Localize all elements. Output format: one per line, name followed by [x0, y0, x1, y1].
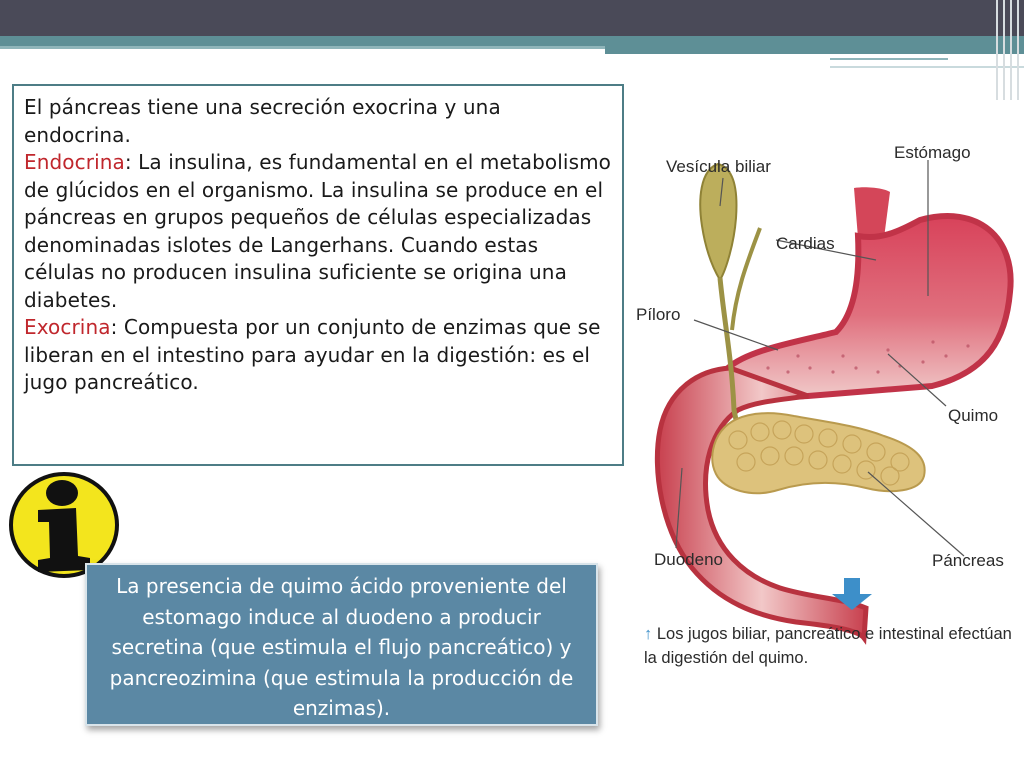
header-accent-line	[830, 58, 948, 60]
corner-line	[1017, 0, 1019, 100]
cystic-duct	[732, 228, 760, 330]
digestive-diagram	[628, 110, 1024, 710]
top-banner	[0, 0, 1024, 36]
exocrine-term: Exocrina	[24, 315, 111, 339]
caption-text: Los jugos biliar, pancreático e intestinal efectúan la digestión del quimo.	[644, 625, 1012, 667]
header-accent-line-2	[830, 66, 1024, 68]
exocrine-text: : Compuesta por un conjunto de enzimas que se liberan en el intestino para ayudar en la digestión: es el jugo pancreático.	[24, 315, 601, 394]
header-stripe-light	[0, 46, 605, 49]
callout-text: La presencia de quimo ácido proveniente del estomago induce al duodeno a producir secretina (que estimula el flujo pancreático) y pancreozimina (que estimula la producción de enzimas).	[109, 574, 574, 720]
caption-arrow: ↑	[644, 625, 653, 643]
endocrine-term: Endocrina	[24, 150, 125, 174]
diagram-caption	[644, 622, 1022, 670]
label-duodenum: Duodeno	[654, 550, 724, 569]
label-gallbladder: Vesícula biliar	[666, 157, 771, 176]
label-stomach: Estómago	[894, 143, 971, 162]
secretin-callout	[85, 563, 598, 726]
corner-line	[1010, 0, 1012, 100]
label-chyme: Quimo	[948, 406, 999, 425]
stomach	[728, 216, 1011, 396]
corner-line	[996, 0, 998, 100]
duodenum	[657, 368, 866, 638]
header-stripe-right	[605, 46, 1024, 54]
label-pylorus: Píloro	[636, 305, 681, 324]
gallbladder	[700, 164, 736, 280]
header-stripe	[0, 36, 1024, 46]
intro-text: El páncreas tiene una secreción exocrina y una endocrina.	[24, 95, 501, 147]
label-cardia: Cardias	[776, 234, 835, 253]
endocrine-text: : La insulina, es fundamental en el metabolismo de glúcidos en el organismo. La insulina se produce en el páncreas en grupos pequeños de células especializadas denominadas islotes de Langerhans. Cuando estas células no producen insulina suficiente se origina una diabetes.	[24, 150, 612, 312]
pancreas-text-box	[12, 84, 624, 466]
label-pancreas: Páncreas	[932, 551, 1004, 570]
corner-line	[1003, 0, 1005, 100]
